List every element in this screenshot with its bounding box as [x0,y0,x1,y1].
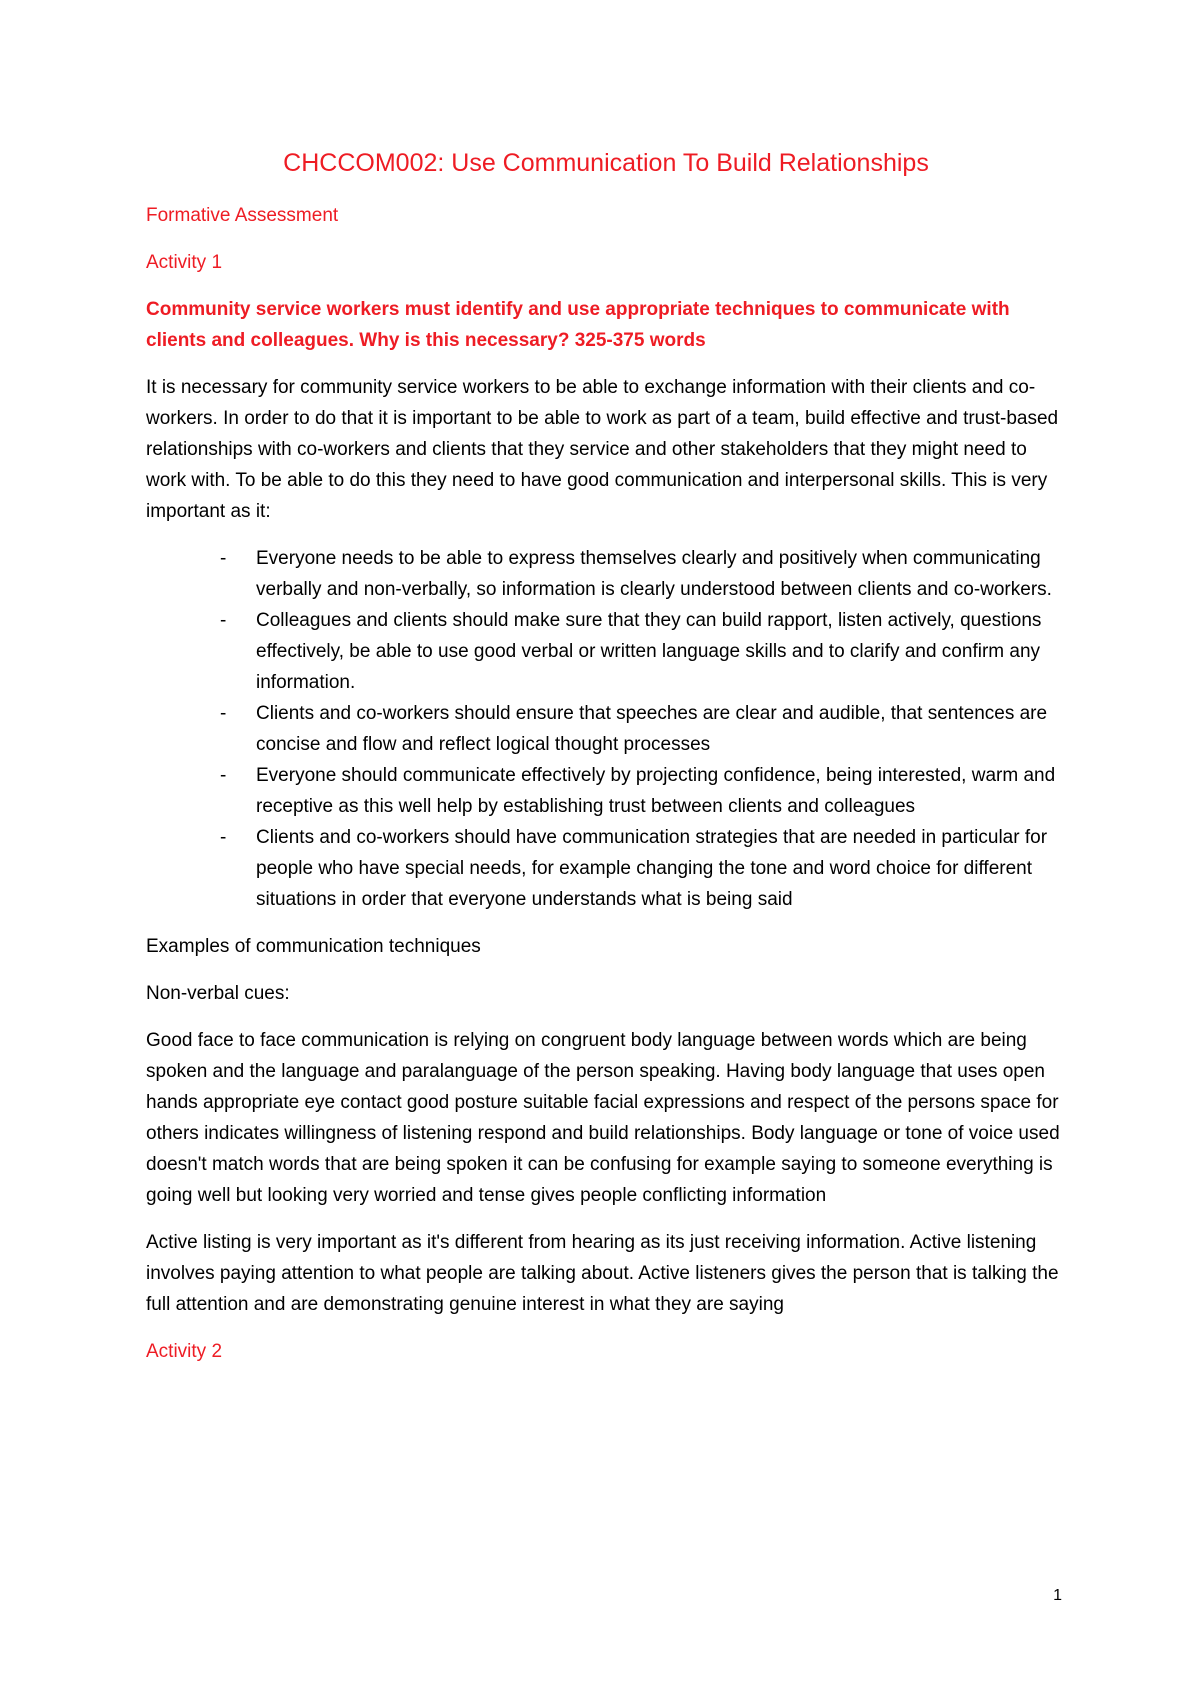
reasons-list [146,543,1066,915]
list-item-text: Colleagues and clients should make sure that they can build rapport, listen actively, questions effectively, be able to use good verbal or written language skills and to clarify and confirm any information. [256,610,1042,693]
examples-heading: Examples of communication techniques [146,936,481,957]
page-number: 1 [1053,1587,1062,1604]
list-item-text: Everyone needs to be able to express themselves clearly and positively when communicating verbally and non-verbally, so information is clearly understood between clients and co-workers. [256,548,1052,600]
list-item [146,543,1066,605]
document-content [146,146,1066,1383]
dash-bullet: - [220,765,227,786]
assessment-subtitle: Formative Assessment [146,205,339,226]
nonverbal-heading: Non-verbal cues: [146,983,290,1004]
list-item [146,760,1066,822]
intro-paragraph: It is necessary for community service workers to be able to exchange information with their clients and co-workers. In order to do that it is important to be able to work as part of a team, build effective and trust-based relationships with co-workers and clients that they service and other stakeholders that they might need to work with. To be able to do this they need to have good communication and interpersonal skills. This is very important as it: [146,377,1059,522]
list-item [146,822,1066,915]
dash-bullet: - [220,548,227,569]
dash-bullet: - [220,610,227,631]
dash-bullet: - [220,827,227,848]
active-listening-paragraph: Active listing is very important as it's different from hearing as its just receiving information. Active listening involves paying attention to what people are talking about. Active listeners gives the person that is talking the full attention and are demonstrating genuine interest in what they are saying [146,1232,1059,1315]
document-title: CHCCOM002: Use Communication To Build Relationships [283,149,929,177]
list-item-text: Clients and co-workers should have communication strategies that are needed in particular for people who have special needs, for example changing the tone and word choice for different situations in order that everyone understands what is being said [256,827,1048,910]
dash-bullet: - [220,703,227,724]
activity-1-question: Community service workers must identify and use appropriate techniques to communicate with clients and colleagues. Why is this necessary? 325-375 words [146,299,1010,351]
list-item-text: Clients and co-workers should ensure that speeches are clear and audible, that sentences are concise and flow and reflect logical thought processes [256,703,1048,755]
activity-1-heading: Activity 1 [146,252,223,273]
nonverbal-paragraph: Good face to face communication is relying on congruent body language between words which are being spoken and the language and paralanguage of the person speaking. Having body language that uses open hands appropriate eye contact good posture suitable facial expressions and respect of the persons space for others indicates willingness of listening respond and build relationships. Body language or tone of voice used doesn't match words that are being spoken it can be confusing for example saying to someone everything is going well but looking very worried and tense gives people conflicting information [146,1030,1060,1206]
list-item [146,698,1066,760]
list-item-text: Everyone should communicate effectively by projecting confidence, being interested, warm and receptive as this well help by establishing trust between clients and colleagues [256,765,1056,817]
list-item [146,605,1066,698]
activity-2-heading: Activity 2 [146,1341,223,1362]
